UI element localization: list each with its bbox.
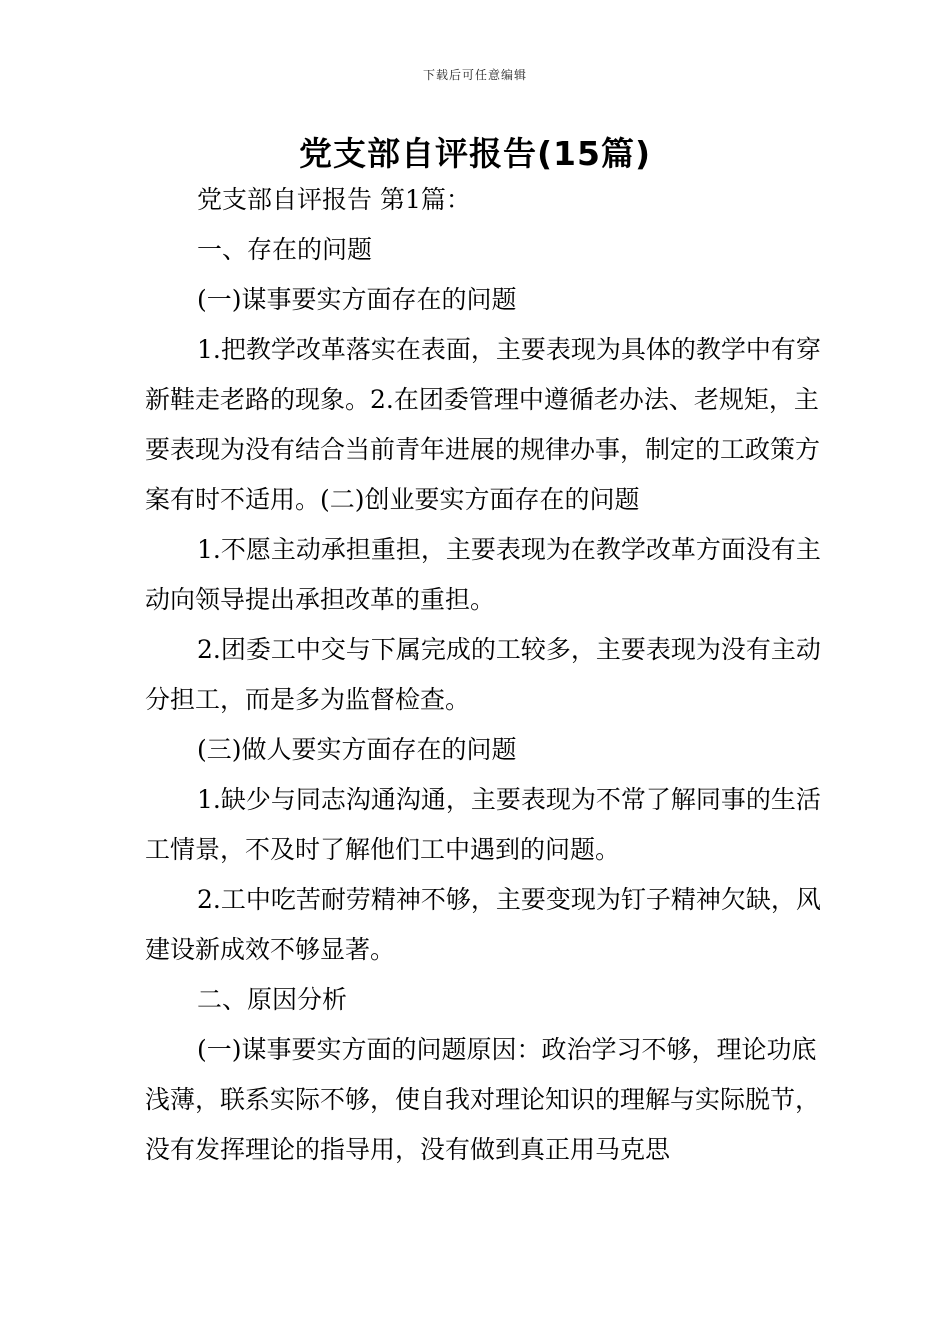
paragraph-heading-causes: 二、原因分析 bbox=[197, 985, 348, 1014]
paragraph-subheading-1: (一)谋事要实方面存在的问题 bbox=[197, 285, 517, 314]
paragraph: 1.缺少与同志沟通沟通，主要表现为不常了解同事的生活工情景，不及时了解他们工中遇到的问题。 bbox=[145, 785, 821, 864]
header-note: 下载后可任意编辑 bbox=[422, 68, 527, 82]
document-body bbox=[145, 175, 825, 1175]
paragraph-section-heading: 党支部自评报告 第1篇： bbox=[197, 185, 471, 214]
paragraph: (一)谋事要实方面的问题原因：政治学习不够，理论功底浅薄，联系实际不够，使自我对理论知识的理解与实际脱节，没有发挥理论的指导用，没有做到真正用马克思 bbox=[145, 1035, 821, 1164]
paragraph: 1.不愿主动承担重担，主要表现为在教学改革方面没有主动向领导提出承担改革的重担。 bbox=[145, 535, 821, 614]
paragraph-subheading-3: (三)做人要实方面存在的问题 bbox=[197, 735, 517, 764]
paragraph: 1.把教学改革落实在表面，主要表现为具体的教学中有穿新鞋走老路的现象。2.在团委管理中遵循老办法、老规矩，主要表现为没有结合当前青年进展的规律办事，制定的工政策方案有时不适用。(二)创业要实方面存在的问题 bbox=[145, 335, 821, 514]
paragraph: 2.团委工中交与下属完成的工较多，主要表现为没有主动分担工，而是多为监督检查。 bbox=[145, 635, 821, 714]
document-title: 党支部自评报告(15篇) bbox=[298, 134, 652, 173]
paragraph-heading-problems: 一、存在的问题 bbox=[197, 235, 373, 264]
paragraph: 2.工中吃苦耐劳精神不够，主要变现为钉子精神欠缺，风建设新成效不够显著。 bbox=[145, 885, 821, 964]
